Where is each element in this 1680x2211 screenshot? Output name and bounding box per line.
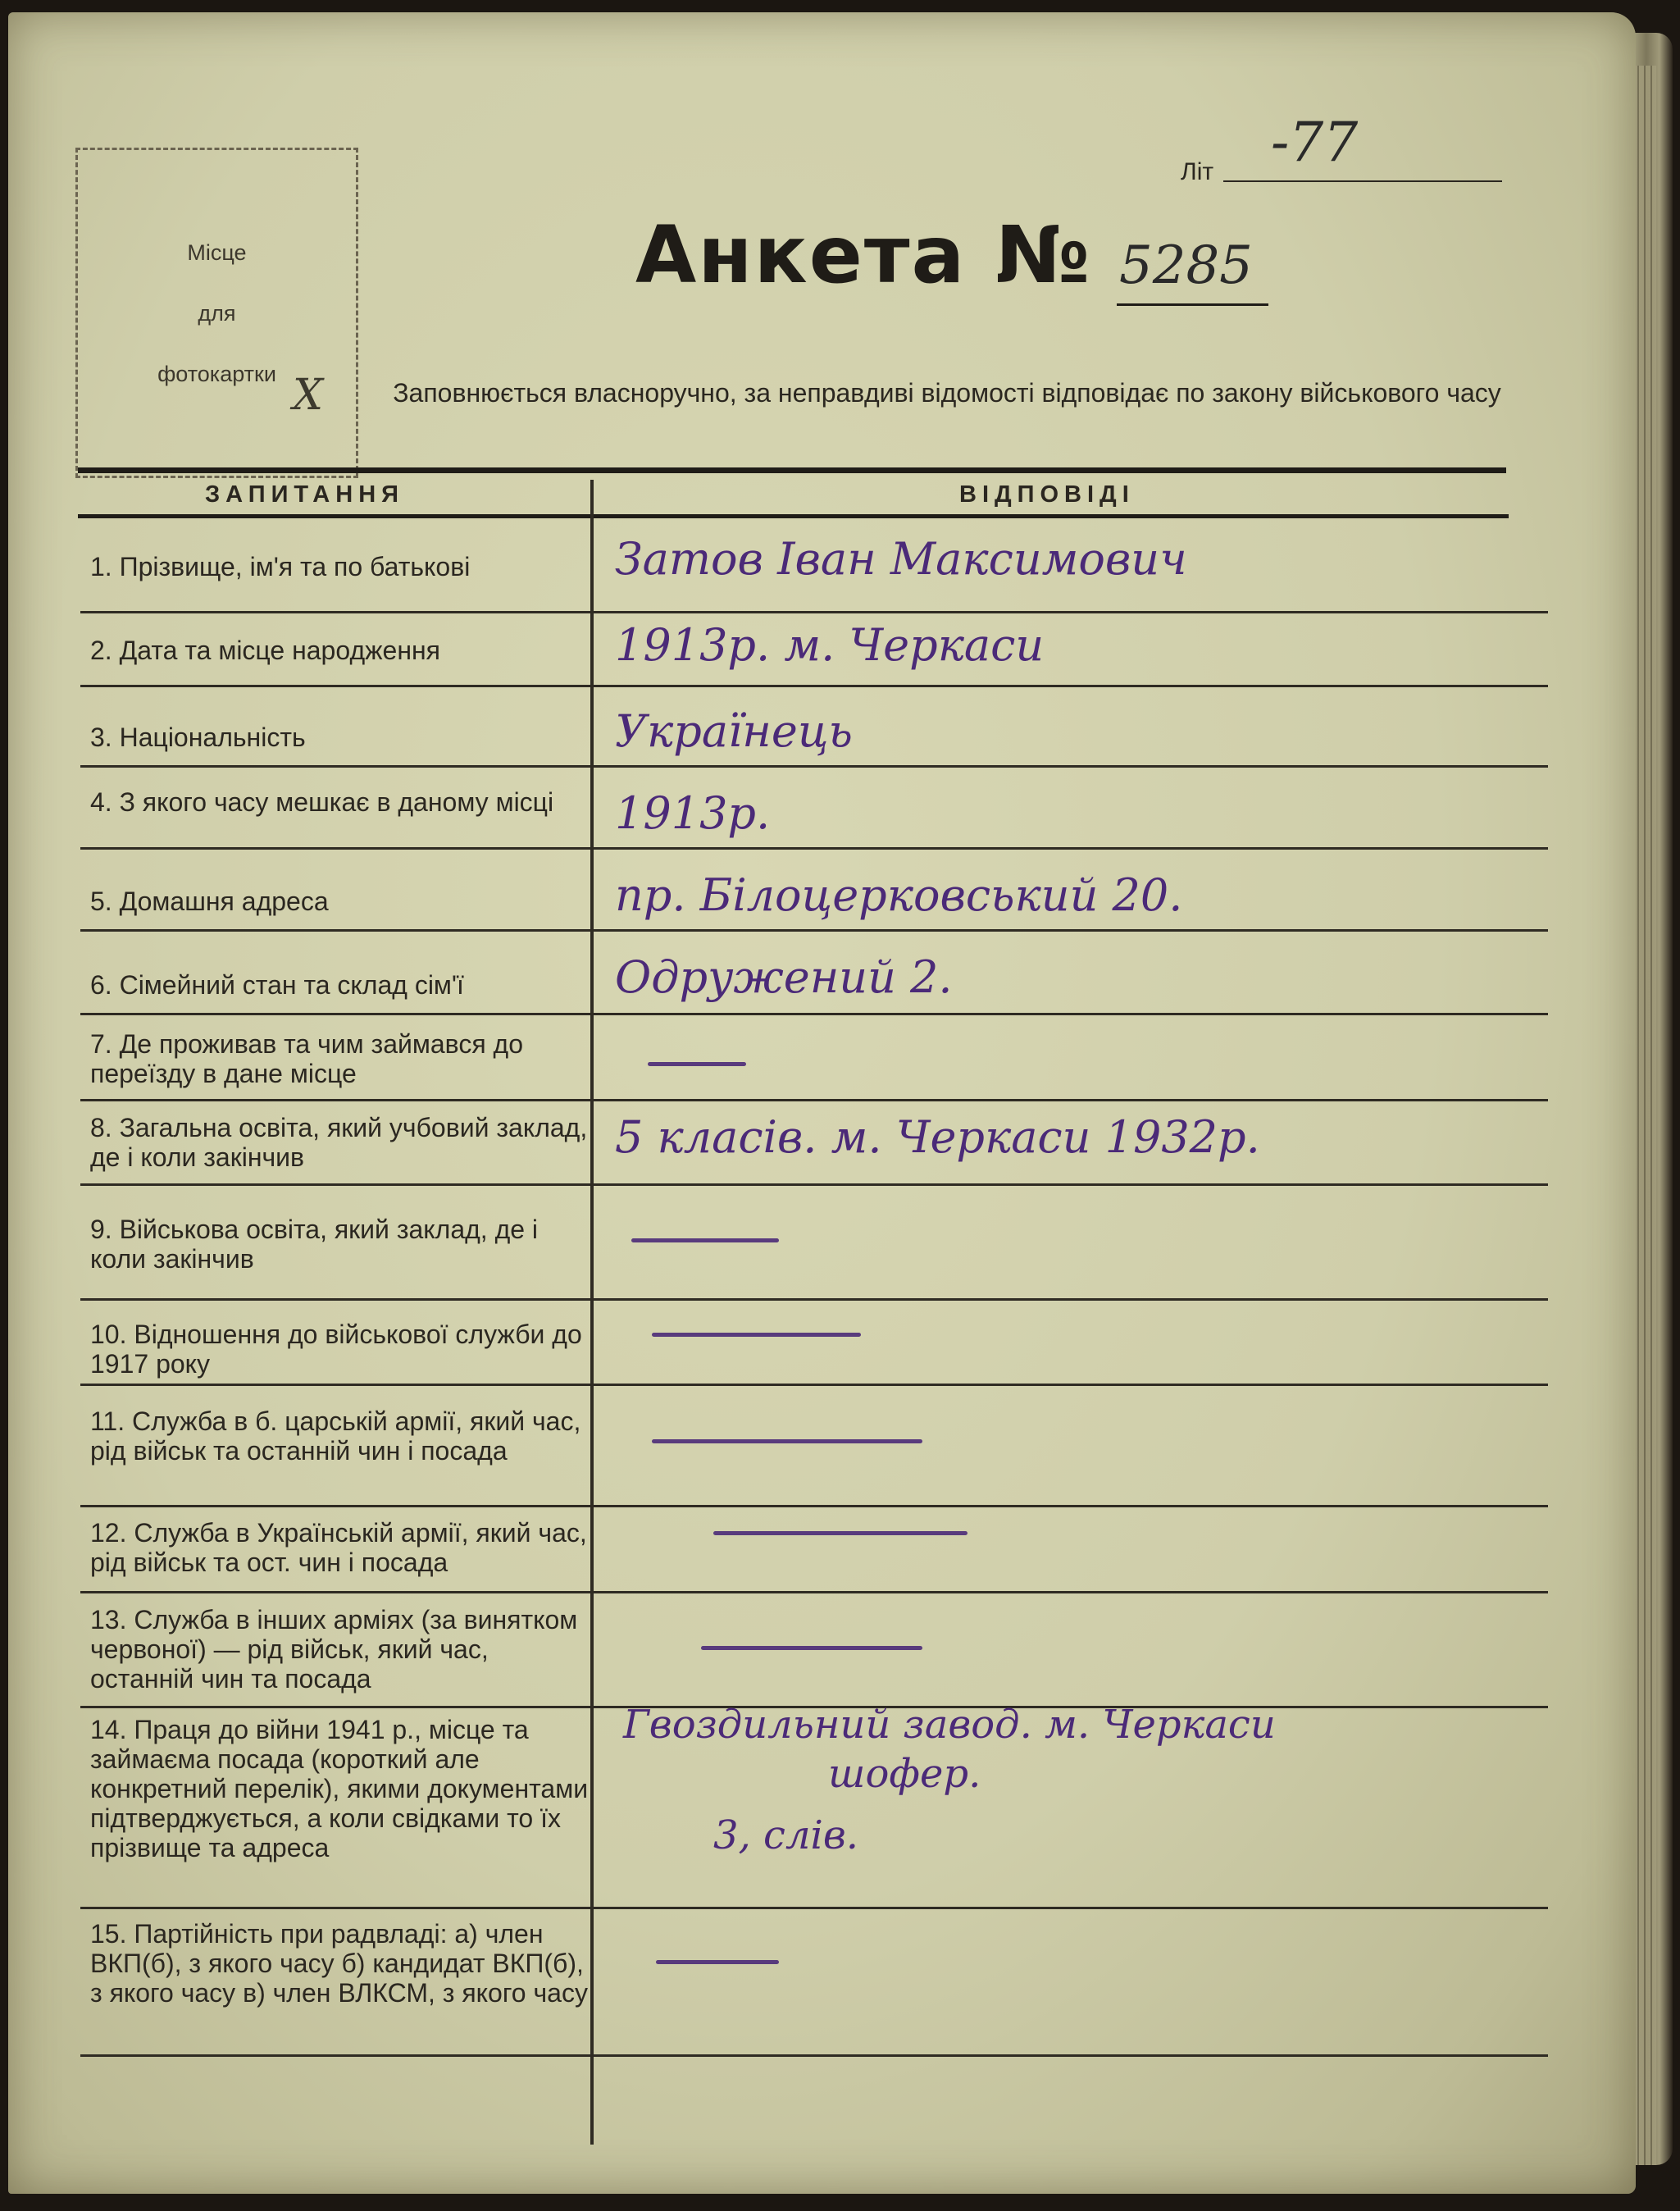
question-9: 9. Військова освіта, який заклад, де і коли закінчив <box>90 1215 539 1274</box>
row-divider-14 <box>80 1907 1548 1909</box>
row-divider-9 <box>80 1298 1548 1301</box>
header-questions: ЗАПИТАННЯ <box>205 481 404 508</box>
header-answers: ВІДПОВІДІ <box>959 481 1135 508</box>
photo-mark: X <box>293 371 324 420</box>
question-13: 13. Служба в інших арміях (за винятком червоної) — рід військ, який час, останній чин та посада <box>90 1605 578 1694</box>
photo-label-2: для <box>198 300 236 326</box>
question-4: 4. З якого часу мешкає в даному місці <box>90 787 554 817</box>
answer-8: 5 класів. м. Черкаси 1932р. <box>615 1111 1260 1163</box>
row-divider-15 <box>80 2054 1548 2057</box>
header-rule-top <box>78 467 1506 473</box>
row-divider-2 <box>80 685 1548 687</box>
photo-label-1: Місце <box>187 239 247 265</box>
answer-11-dash <box>652 1439 922 1443</box>
question-5: 5. Домашня адреса <box>90 887 329 916</box>
answer-10-dash <box>652 1333 861 1337</box>
answer-5: пр. Білоцерковський 20. <box>615 869 1183 921</box>
row-divider-12 <box>80 1591 1548 1593</box>
answer-14-line-2: шофер. <box>828 1751 981 1797</box>
question-10: 10. Відношення до військової служби до 1917 року <box>90 1320 582 1379</box>
answer-1: Затов Іван Максимович <box>615 533 1187 585</box>
question-3: 3. Національність <box>90 723 306 752</box>
answer-7-dash <box>648 1062 746 1066</box>
answer-13-dash <box>701 1646 922 1650</box>
row-divider-5 <box>80 929 1548 932</box>
answer-14-line-1: Гвоздильний завод. м. Черкаси <box>623 1702 1276 1748</box>
question-14: 14. Праця до війни 1941 р., місце та займаєма посада (короткий але конкретний перелік), якими документами підтверджується, а коли свідками то їх прізвище та адреса <box>90 1715 589 1862</box>
row-divider-8 <box>80 1183 1548 1186</box>
question-15: 15. Партійність при радвладі: а) член ВКП(б), з якого часу б) кандидат ВКП(б), з якого часу в) член ВЛКСМ, з якого часу <box>90 1919 588 2008</box>
photo-placeholder <box>75 148 358 478</box>
answer-2: 1913р. м. Черкаси <box>615 619 1045 671</box>
row-divider-6 <box>80 1013 1548 1015</box>
row-divider-4 <box>80 847 1548 850</box>
form-number-line <box>1117 303 1268 306</box>
row-divider-11 <box>80 1505 1548 1507</box>
lit-line <box>1223 180 1502 182</box>
question-6: 6. Сімейний стан та склад сім'ї <box>90 970 464 1000</box>
page-title: Анкета № <box>635 209 1092 301</box>
form-number: 5285 <box>1119 235 1253 296</box>
answer-12-dash <box>713 1531 967 1535</box>
row-divider-10 <box>80 1384 1548 1386</box>
question-11: 11. Служба в б. царській армії, який час, рід військ та останній чин і посада <box>90 1406 581 1466</box>
row-divider-7 <box>80 1099 1548 1101</box>
lit-label: Літ <box>1181 158 1214 185</box>
lit-value: -77 <box>1271 111 1359 174</box>
question-8: 8. Загальна освіта, який учбовий заклад, де і коли закінчив <box>90 1113 588 1172</box>
answer-6: Одружений 2. <box>615 951 953 1003</box>
question-7: 7. Де проживав та чим займався до переїзду в дане місце <box>90 1029 523 1088</box>
question-2: 2. Дата та місце народження <box>90 636 440 665</box>
answer-3: Українець <box>615 705 853 757</box>
answer-4: 1913р. <box>615 787 771 839</box>
header-rule-bottom <box>78 514 1509 518</box>
question-1: 1. Прізвище, ім'я та по батькові <box>90 552 471 581</box>
row-divider-3 <box>80 765 1548 768</box>
row-divider-1 <box>80 611 1548 613</box>
page-subtitle: Заповнюється власноручно, за неправдиві відомості відповідає по закону військового часу <box>393 378 1501 408</box>
answer-9-dash <box>631 1238 779 1242</box>
question-12: 12. Служба в Українській армії, який час, рід військ та ост. чин і посада <box>90 1518 587 1577</box>
answer-15-dash <box>656 1960 779 1964</box>
answer-14-line-3: 3, слів. <box>713 1812 859 1858</box>
photo-label-3: фотокартки <box>157 361 276 386</box>
questionnaire-page <box>8 12 1636 2194</box>
